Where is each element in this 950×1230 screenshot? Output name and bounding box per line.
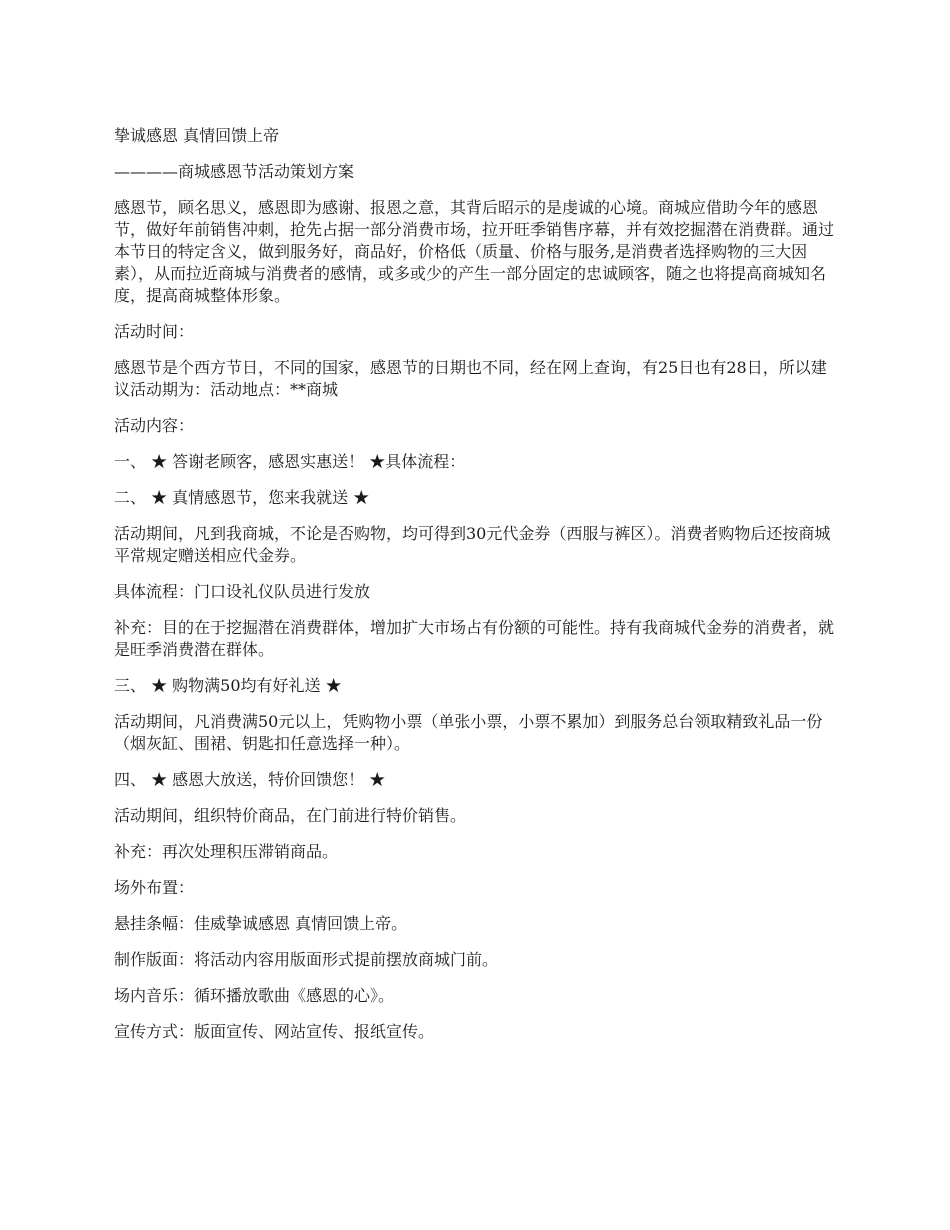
item-two-process: 具体流程：门口设礼仪队员进行发放 (114, 582, 371, 601)
item-four-heading: 四、 ★ 感恩大放送，特价回馈您！ ★ (114, 770, 386, 789)
music-line: 场内音乐：循环播放歌曲《感恩的心》。 (114, 986, 395, 1005)
intro-paragraph: 感恩节，顾名思义，感恩即为感谢、报恩之意，其背后昭示的是虔诚的心境。商城应借助今年的感恩节，做好年前销售冲刺，抢先占据一部分消费市场，拉开旺季销售序幕，并有效挖掘潜在消费群。通过本节日的特定含义，做到服务好，商品好，价格低（质量、价格与服务,是消费者选择购物的三大因素），从而拉近商城与消费者的感情，或多或少的产生一部分固定的忠诚顾客，随之也将提高商城知名度，提高商城整体形象。 (114, 198, 835, 305)
time-paragraph: 感恩节是个西方节日，不同的国家，感恩节的日期也不同，经在网上查询，有25日也有28日，所以建议活动期为：活动地点：**商城 (114, 358, 827, 399)
item-two-heading: 二、 ★ 真情感恩节，您来我就送 ★ (114, 488, 370, 507)
document-title: 挚诚感恩 真情回馈上帝 (114, 126, 280, 145)
promotion-line: 宣传方式：版面宣传、网站宣传、报纸宣传。 (114, 1022, 435, 1041)
banner-line: 悬挂条幅：佳威挚诚感恩 真情回馈上帝。 (114, 914, 408, 933)
item-four-supplement: 补充：再次处理积压滞销商品。 (114, 842, 339, 861)
item-two-supplement: 补充：目的在于挖掘潜在消费群体，增加扩大市场占有份额的可能性。持有我商城代金券的消费者，就是旺季消费潜在群体。 (114, 618, 835, 659)
item-two-paragraph: 活动期间，凡到我商城，不论是否购物，均可得到30元代金券（西服与裤区）。消费者购物后还按商城平常规定赠送相应代金券。 (114, 524, 831, 565)
item-one-heading: 一、 ★ 答谢老顾客，感恩实惠送！ ★具体流程： (114, 452, 466, 471)
section-heading-content: 活动内容： (114, 416, 195, 435)
item-three-heading: 三、 ★ 购物满50均有好礼送 ★ (114, 676, 342, 695)
document-subtitle: ————商城感恩节活动策划方案 (114, 162, 355, 181)
document-body (114, 125, 842, 1057)
section-heading-time: 活动时间： (114, 322, 195, 341)
board-line: 制作版面：将活动内容用版面形式提前摆放商城门前。 (114, 950, 499, 969)
item-three-paragraph: 活动期间，凡消费满50元以上，凭购物小票（单张小票，小票不累加）到服务总台领取精致礼品一份（烟灰缸、围裙、钥匙扣任意选择一种）。 (114, 712, 823, 753)
section-heading-outdoor: 场外布置： (114, 878, 195, 897)
item-four-paragraph: 活动期间，组织特价商品，在门前进行特价销售。 (114, 806, 467, 825)
